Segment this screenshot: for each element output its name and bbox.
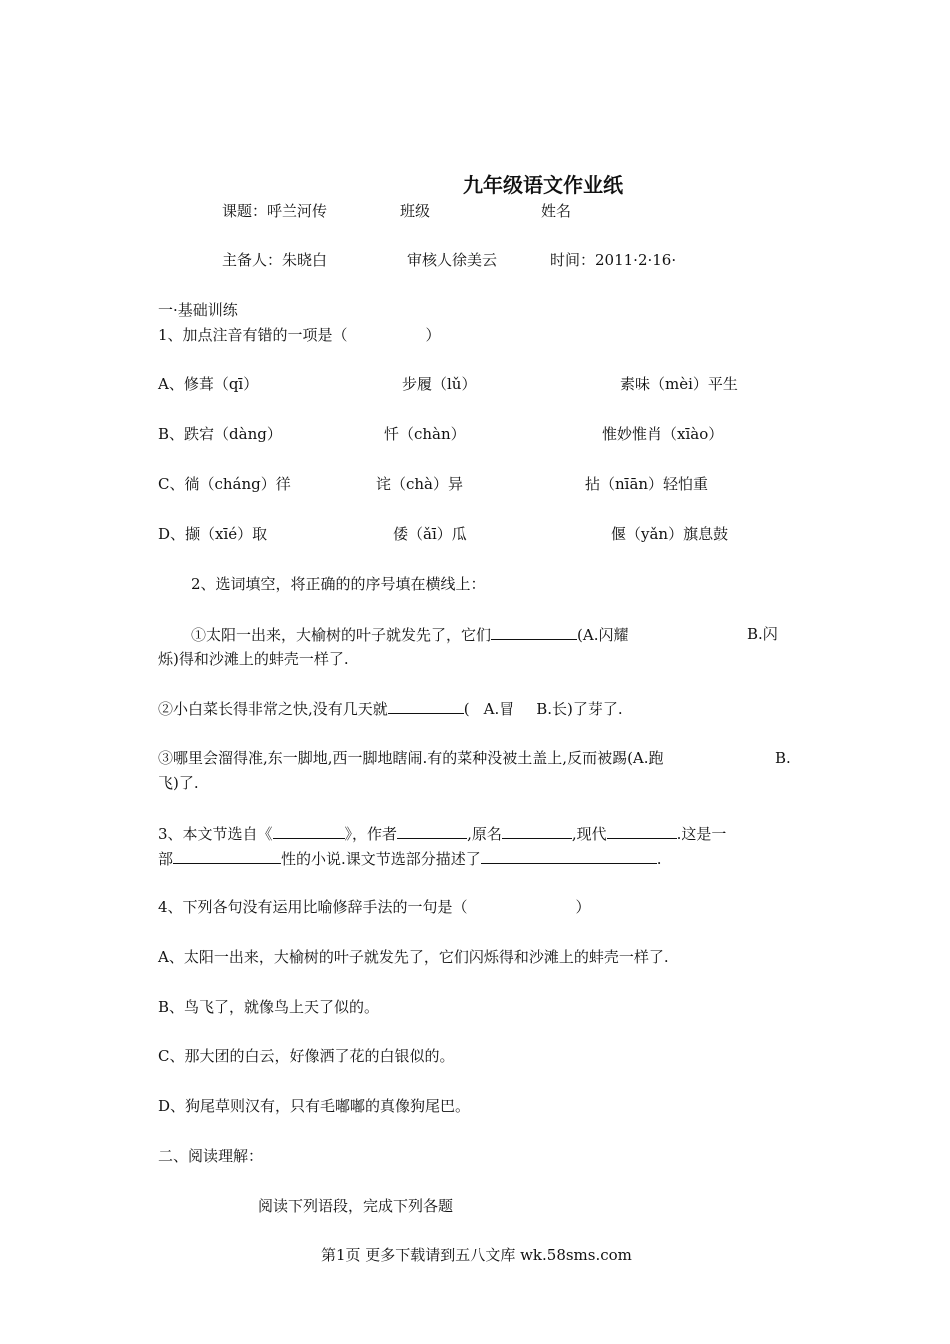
page-footer: 第1页 更多下载请到五八文库 wk.58sms.com — [321, 1246, 632, 1264]
q3-text-8: . — [656, 850, 662, 868]
answer-blank[interactable] — [388, 697, 464, 714]
q2-item-1-choice-b: B.闪 — [747, 625, 778, 643]
reviewer-label: 审核人徐美云 — [407, 251, 498, 269]
q1-option-a-c: 素味（mèi）平生 — [620, 375, 738, 393]
q1-option-a-b: 步履（lǔ） — [402, 375, 477, 393]
section1-heading: 一·基础训练 — [158, 301, 238, 319]
question-1-text: 1、加点注音有错的一项是（ — [158, 326, 348, 344]
q1-option-d-c: 偃（yǎn）旗息鼓 — [611, 525, 729, 543]
answer-blank[interactable] — [273, 822, 345, 839]
q2-item-2-choice-a: A.冒 — [483, 700, 515, 718]
q3-text-6: 部 — [158, 850, 174, 868]
answer-blank[interactable] — [502, 822, 572, 839]
question-1-stem — [158, 324, 441, 346]
q1-option-d-b: 倭（ǎī）瓜 — [393, 525, 467, 543]
q2-item-2-choice-b: B.长)了芽了. — [536, 700, 623, 718]
q2-item-3-choice-b: B. — [775, 749, 791, 767]
q1-option-c-c: 拈（nīān）轻怕重 — [585, 475, 709, 493]
q4-option-d: D、狗尾草则汉有，只有毛嘟嘟的真像狗尾巴。 — [158, 1097, 471, 1115]
answer-blank[interactable] — [173, 847, 281, 864]
topic-label: 课题：呼兰河传 — [222, 202, 328, 220]
page-title: 九年级语文作业纸 — [463, 173, 623, 197]
answer-blank[interactable] — [397, 822, 467, 839]
q2-item-1-choice-a: (A.闪耀 — [577, 626, 629, 644]
q2-item-2-text: ②小白菜长得非常之快,没有几天就 — [158, 700, 388, 718]
question-3-line-2 — [158, 847, 662, 870]
preparer-label: 主备人：朱晓白 — [222, 251, 328, 269]
question-4-stem — [158, 896, 591, 918]
q2-item-3-continued: 飞)了. — [158, 774, 199, 792]
q2-item-3: ③哪里会溜得准,东一脚地,西一脚地瞎闹.有的菜种没被土盖上,反而被踢(A.跑 — [158, 749, 664, 767]
q3-text-2: 》，作者 — [344, 825, 398, 843]
answer-blank[interactable] — [607, 822, 677, 839]
q4-option-b: B、鸟飞了，就像鸟上天了似的。 — [158, 998, 380, 1016]
q2-item-2 — [158, 697, 623, 720]
date-label: 时间：2011·2·16· — [550, 251, 677, 269]
question-3-line-1 — [158, 822, 726, 845]
q4-option-a: A、太阳一出来，大榆树的叶子就发先了，它们闪烁得和沙滩上的蚌壳一样了. — [158, 948, 669, 966]
question-1-paren-close: ） — [425, 326, 441, 344]
section2-instruction: 阅读下列语段，完成下列各题 — [258, 1197, 454, 1215]
q1-option-b: B、跌宕（dàng） — [158, 425, 282, 443]
q3-text-1: 3、本文节选自《 — [158, 825, 273, 843]
q2-item-2-paren: ( — [463, 700, 470, 718]
q1-option-c: C、徜（cháng）徉 — [158, 475, 291, 493]
answer-blank[interactable] — [491, 623, 577, 640]
q1-option-a: A、修葺（qī） — [158, 375, 259, 393]
q3-text-3: ,原名 — [467, 825, 502, 843]
section2-heading: 二、阅读理解： — [158, 1147, 264, 1165]
q1-option-c-b: 诧（chà）异 — [376, 475, 464, 493]
name-label: 姓名 — [541, 202, 572, 220]
q2-item-1-continued: 烁)得和沙滩上的蚌壳一样了. — [158, 650, 349, 668]
class-label: 班级 — [400, 202, 431, 220]
q2-item-1-text: ①太阳一出来，大榆树的叶子就发先了，它们 — [191, 626, 492, 644]
q3-text-5: .这是一 — [676, 825, 727, 843]
q4-option-c: C、那大团的白云，好像洒了花的白银似的。 — [158, 1047, 455, 1065]
q3-text-7: 性的小说.课文节选部分描述了 — [281, 850, 481, 868]
q1-option-b-b: 忏（chàn） — [384, 425, 466, 443]
question-4-paren-close: ） — [575, 898, 591, 916]
q1-option-d: D、撷（xīé）取 — [158, 525, 268, 543]
q3-text-4: ,现代 — [571, 825, 607, 843]
answer-blank[interactable] — [481, 847, 657, 864]
q1-option-b-c: 惟妙惟肖（xīào） — [602, 425, 724, 443]
q2-item-1 — [191, 623, 628, 646]
question-4-text: 4、下列各句没有运用比喻修辞手法的一句是（ — [158, 898, 468, 916]
question-2-stem: 2、选词填空，将正确的的序号填在横线上： — [191, 575, 486, 593]
